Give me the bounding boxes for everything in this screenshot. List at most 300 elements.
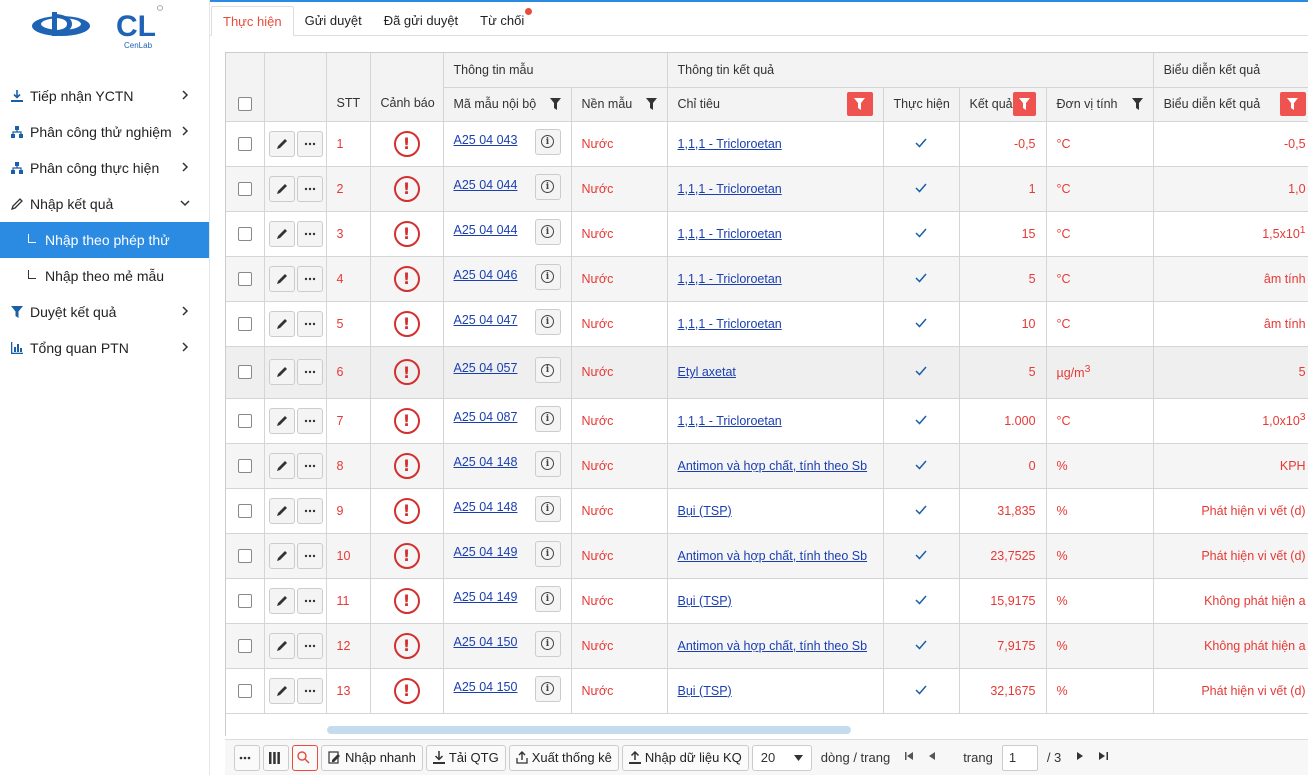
- warning-icon[interactable]: !: [394, 266, 420, 292]
- pencil-icon: [276, 318, 288, 330]
- row-more-button[interactable]: [297, 221, 323, 247]
- filter-icon[interactable]: [550, 98, 561, 110]
- hierarchy-icon: [10, 161, 24, 175]
- sample-code-link[interactable]: A25 04 044: [453, 177, 518, 192]
- tab-gui-duyet[interactable]: Gửi duyệt: [304, 13, 362, 28]
- tab-thuc-hien[interactable]: Thực hiện: [211, 6, 294, 36]
- next-page-button[interactable]: [1070, 752, 1090, 763]
- edit-button[interactable]: [269, 131, 295, 157]
- more-icon: [304, 554, 316, 558]
- row-more-button[interactable]: [297, 543, 323, 569]
- repr-cell: [1153, 623, 1308, 668]
- indicator-link[interactable]: 1,1,1 - Tricloroetan: [677, 181, 782, 196]
- stt-cell: 9: [326, 488, 370, 533]
- matrix-cell: Nước: [571, 211, 667, 256]
- sample-code-link[interactable]: A25 04 150: [453, 679, 518, 694]
- info-icon: i: [541, 547, 554, 560]
- prev-page-button[interactable]: [922, 752, 942, 763]
- sidebar-item-8[interactable]: [0, 330, 209, 366]
- edit-button[interactable]: [269, 311, 295, 337]
- indicator-cell: [667, 623, 883, 668]
- row-actions-cell: [264, 166, 326, 211]
- row-more-button[interactable]: [297, 359, 323, 385]
- filter-active-button[interactable]: [1013, 92, 1036, 116]
- edit-button[interactable]: [269, 498, 295, 524]
- download-qtg-label: Tải QTG: [448, 750, 499, 765]
- edit-button[interactable]: [269, 266, 295, 292]
- edit-button[interactable]: [269, 359, 295, 385]
- repr-cell: [1153, 211, 1308, 256]
- info-button[interactable]: [535, 129, 561, 155]
- horizontal-scrollbar[interactable]: [327, 726, 851, 734]
- more-options-button[interactable]: [234, 745, 260, 771]
- row-checkbox[interactable]: [238, 317, 252, 331]
- repr-text: 1,5x10: [1262, 227, 1300, 242]
- check-icon: [915, 273, 927, 283]
- sample-code-cell: [443, 346, 571, 398]
- indicator-cell: [667, 578, 883, 623]
- sidebar-item-7[interactable]: [0, 294, 209, 330]
- info-button[interactable]: [535, 586, 561, 612]
- more-icon: [304, 599, 316, 603]
- cenlab-logo: [112, 2, 168, 52]
- sample-code-link[interactable]: A25 04 057: [453, 361, 518, 375]
- indicator-link[interactable]: Antimon và hợp chất, tính theo Sb: [677, 638, 868, 653]
- unit-text: %: [1056, 683, 1068, 698]
- tree-branch-icon: [28, 270, 36, 279]
- more-icon: [304, 689, 316, 693]
- repr-cell: [1153, 121, 1308, 166]
- sidebar-item-label: Phân công thực hiện: [30, 160, 160, 176]
- warning-icon[interactable]: !: [394, 678, 420, 704]
- sample-code-link[interactable]: A25 04 043: [453, 132, 518, 147]
- warning-cell: [370, 211, 443, 256]
- unit-cell: [1046, 346, 1153, 398]
- stt-cell: 12: [326, 623, 370, 668]
- table-row: [226, 211, 1308, 256]
- group-result-info: Thông tin kết quả: [667, 53, 1153, 87]
- sample-code-link[interactable]: A25 04 149: [453, 589, 518, 604]
- row-actions-cell: [264, 488, 326, 533]
- check-icon: [915, 138, 927, 148]
- col-indicator-label: Chỉ tiêu: [677, 97, 720, 111]
- col-matrix: [571, 87, 667, 121]
- row-more-button[interactable]: [297, 498, 323, 524]
- download-qtg-button[interactable]: [426, 745, 506, 771]
- sample-code-cell: [443, 668, 571, 713]
- result-cell[interactable]: 15,9175: [959, 578, 1046, 623]
- filter-active-button[interactable]: [1280, 92, 1306, 116]
- info-icon: i: [541, 180, 554, 193]
- page-input[interactable]: 1: [1002, 745, 1038, 771]
- stt-cell: 10: [326, 533, 370, 578]
- sidebar-item-label: Tổng quan PTN: [30, 340, 129, 356]
- col-warning: Cảnh báo: [370, 53, 443, 121]
- info-button[interactable]: [535, 309, 561, 335]
- chevron-right-icon: [179, 125, 191, 137]
- check-icon: [915, 595, 927, 605]
- sample-code-link[interactable]: A25 04 149: [453, 544, 518, 559]
- edit-button[interactable]: [269, 408, 295, 434]
- company-logo: [30, 10, 92, 38]
- unit-cell: [1046, 211, 1153, 256]
- edit-button[interactable]: [269, 588, 295, 614]
- warning-icon[interactable]: !: [394, 498, 420, 524]
- performed-cell: [883, 623, 959, 668]
- warning-icon[interactable]: !: [394, 453, 420, 479]
- row-actions-cell: [264, 578, 326, 623]
- table-row: [226, 346, 1308, 398]
- sample-code-link[interactable]: A25 04 047: [453, 312, 518, 327]
- chevron-right-icon: [179, 341, 191, 353]
- sample-code-link[interactable]: A25 04 046: [453, 267, 518, 282]
- row-more-button[interactable]: [297, 311, 323, 337]
- info-button[interactable]: [535, 406, 561, 432]
- export-stats-button[interactable]: [509, 745, 619, 771]
- filter-active-button[interactable]: [847, 92, 873, 116]
- result-cell[interactable]: -0,5: [959, 121, 1046, 166]
- indicator-link[interactable]: 1,1,1 - Tricloroetan: [677, 413, 782, 428]
- row-checkbox[interactable]: [238, 182, 252, 196]
- warning-cell: [370, 488, 443, 533]
- performed-cell: [883, 533, 959, 578]
- stt-cell: 1: [326, 121, 370, 166]
- result-cell[interactable]: 7,9175: [959, 623, 1046, 668]
- page-size-value: 20: [760, 750, 776, 765]
- row-more-button[interactable]: [297, 408, 323, 434]
- columns-icon: [269, 752, 280, 764]
- sample-code-link[interactable]: A25 04 087: [453, 409, 518, 424]
- performed-cell: [883, 668, 959, 713]
- performed-cell: [883, 256, 959, 301]
- info-button[interactable]: [535, 541, 561, 567]
- performed-cell: [883, 443, 959, 488]
- info-icon: i: [541, 315, 554, 328]
- unit-text: %: [1056, 458, 1068, 473]
- row-checkbox[interactable]: [238, 459, 252, 473]
- row-more-button[interactable]: [297, 266, 323, 292]
- info-button[interactable]: [535, 451, 561, 477]
- indicator-link[interactable]: 1,1,1 - Tricloroetan: [677, 271, 782, 286]
- performed-cell: [883, 211, 959, 256]
- warning-cell: [370, 668, 443, 713]
- more-icon: [304, 322, 316, 326]
- matrix-cell: Nước: [571, 301, 667, 346]
- last-page-icon: [1099, 752, 1108, 760]
- matrix-cell: Nước: [571, 398, 667, 443]
- warning-icon[interactable]: !: [394, 311, 420, 337]
- performed-cell: [883, 121, 959, 166]
- indicator-link[interactable]: 1,1,1 - Tricloroetan: [677, 136, 782, 151]
- row-checkbox[interactable]: [238, 227, 252, 241]
- row-actions-cell: [264, 346, 326, 398]
- unit-cell: [1046, 533, 1153, 578]
- row-more-button[interactable]: [297, 678, 323, 704]
- row-checkbox[interactable]: [238, 414, 252, 428]
- row-select-cell: [226, 578, 264, 623]
- row-checkbox[interactable]: [238, 272, 252, 286]
- pencil-icon: [276, 595, 288, 607]
- results-table: [226, 53, 1308, 714]
- repr-text: Phát hiện vi vết (d): [1201, 503, 1306, 518]
- edit-button[interactable]: [269, 453, 295, 479]
- indicator-cell: [667, 398, 883, 443]
- row-more-button[interactable]: [297, 131, 323, 157]
- col-repr: [1153, 87, 1308, 121]
- warning-icon[interactable]: !: [394, 221, 420, 247]
- sidebar-item-2[interactable]: [0, 114, 209, 150]
- sample-code-cell: [443, 301, 571, 346]
- edit-button[interactable]: [269, 678, 295, 704]
- row-actions-cell: [264, 301, 326, 346]
- indicator-link[interactable]: Etyl axetat: [677, 365, 736, 379]
- warning-icon[interactable]: !: [394, 588, 420, 614]
- sample-code-cell: [443, 533, 571, 578]
- row-more-button[interactable]: [297, 588, 323, 614]
- check-icon: [915, 183, 927, 193]
- unit-cell: [1046, 301, 1153, 346]
- repr-cell: [1153, 668, 1308, 713]
- info-icon: i: [541, 270, 554, 283]
- warning-icon[interactable]: !: [394, 131, 420, 157]
- stt-cell: 8: [326, 443, 370, 488]
- info-icon: i: [541, 412, 554, 425]
- unit-cell: [1046, 668, 1153, 713]
- edit-button[interactable]: [269, 176, 295, 202]
- unit-text: °C: [1056, 316, 1071, 331]
- last-page-button[interactable]: [1093, 752, 1113, 763]
- info-button[interactable]: [535, 676, 561, 702]
- chevron-down-icon: [179, 197, 191, 209]
- result-cell[interactable]: 31,835: [959, 488, 1046, 533]
- info-icon: i: [541, 502, 554, 515]
- warning-icon[interactable]: !: [394, 633, 420, 659]
- import-data-button[interactable]: [622, 745, 749, 771]
- result-cell[interactable]: 23,7525: [959, 533, 1046, 578]
- indicator-link[interactable]: Bụi (TSP): [677, 683, 732, 698]
- row-checkbox[interactable]: [238, 137, 252, 151]
- result-cell[interactable]: 5: [959, 256, 1046, 301]
- bar-chart-icon: [10, 341, 24, 355]
- select-all-checkbox[interactable]: [238, 97, 252, 111]
- col-unit-label: Đơn vị tính: [1056, 97, 1118, 111]
- col-sample-code-label: Mã mẫu nội bộ: [453, 97, 537, 111]
- warning-icon[interactable]: !: [394, 359, 420, 385]
- repr-text: 5: [1298, 365, 1306, 379]
- filter-icon[interactable]: [1132, 98, 1143, 110]
- col-stt: STT: [326, 53, 370, 121]
- row-more-button[interactable]: [297, 633, 323, 659]
- results-grid: [225, 52, 1308, 736]
- row-checkbox[interactable]: [238, 504, 252, 518]
- repr-text: âm tính: [1263, 271, 1306, 286]
- col-result: [959, 87, 1046, 121]
- check-icon: [915, 318, 927, 328]
- group-result-repr: Biểu diễn kết quả: [1153, 53, 1308, 87]
- sample-code-cell: [443, 398, 571, 443]
- sample-code-cell: [443, 166, 571, 211]
- total-pages: / 3: [1046, 750, 1062, 765]
- warning-icon[interactable]: !: [394, 408, 420, 434]
- row-checkbox[interactable]: [238, 549, 252, 563]
- check-icon: [915, 685, 927, 695]
- col-repr-label: Biểu diễn kết quả: [1163, 97, 1261, 111]
- sidebar-item-6[interactable]: [0, 258, 209, 294]
- stt-cell: 7: [326, 398, 370, 443]
- sidebar-item-label: Nhập theo phép thử: [45, 232, 170, 248]
- sidebar-item-1[interactable]: [0, 78, 209, 114]
- result-cell[interactable]: 0: [959, 443, 1046, 488]
- check-icon: [915, 640, 927, 650]
- indicator-link[interactable]: 1,1,1 - Tricloroetan: [677, 226, 782, 241]
- first-page-button[interactable]: [899, 752, 919, 763]
- row-select-cell: [226, 488, 264, 533]
- row-checkbox[interactable]: [238, 684, 252, 698]
- result-cell[interactable]: 1: [959, 166, 1046, 211]
- edit-button[interactable]: [269, 543, 295, 569]
- quick-entry-button[interactable]: [321, 745, 423, 771]
- indicator-cell: [667, 256, 883, 301]
- tab-da-gui-duyet[interactable]: Đã gửi duyệt: [383, 13, 459, 28]
- top-accent-line: [210, 0, 1308, 2]
- result-cell[interactable]: 15: [959, 211, 1046, 256]
- warning-cell: [370, 443, 443, 488]
- row-checkbox[interactable]: [238, 365, 252, 379]
- info-button[interactable]: [535, 264, 561, 290]
- svg-text:CenLab: CenLab: [124, 41, 153, 50]
- performed-cell: [883, 398, 959, 443]
- sample-code-cell: [443, 623, 571, 668]
- warning-icon[interactable]: !: [394, 543, 420, 569]
- unit-cell: [1046, 166, 1153, 211]
- repr-cell: [1153, 301, 1308, 346]
- row-actions-cell: [264, 211, 326, 256]
- repr-text: âm tính: [1263, 316, 1306, 331]
- chevron-down-icon: [794, 755, 803, 761]
- page-label: trang: [963, 750, 993, 765]
- sample-code-link[interactable]: A25 04 148: [453, 454, 518, 469]
- columns-button[interactable]: [263, 745, 289, 771]
- page-size-select[interactable]: [752, 745, 812, 771]
- result-cell[interactable]: 32,1675: [959, 668, 1046, 713]
- pencil-icon: [276, 685, 288, 697]
- indicator-cell: [667, 443, 883, 488]
- info-button[interactable]: [535, 631, 561, 657]
- pencil-icon: [10, 197, 24, 211]
- filter-icon: [1019, 98, 1030, 110]
- table-row: [226, 488, 1308, 533]
- unit-text: µg/m: [1056, 366, 1085, 381]
- tab-bar: [210, 6, 1308, 36]
- indicator-link[interactable]: Antimon và hợp chất, tính theo Sb: [677, 458, 868, 473]
- warning-cell: [370, 166, 443, 211]
- row-select-cell: [226, 166, 264, 211]
- info-button[interactable]: [535, 496, 561, 522]
- warning-icon[interactable]: !: [394, 176, 420, 202]
- indicator-cell: [667, 166, 883, 211]
- row-actions-cell: [264, 623, 326, 668]
- unit-cell: [1046, 256, 1153, 301]
- row-checkbox[interactable]: [238, 594, 252, 608]
- unit-cell: [1046, 578, 1153, 623]
- first-page-icon: [905, 752, 914, 760]
- col-indicator: [667, 87, 883, 121]
- row-select-cell: [226, 256, 264, 301]
- more-icon: [239, 756, 251, 760]
- unit-text: %: [1056, 548, 1068, 563]
- unit-cell: [1046, 121, 1153, 166]
- matrix-cell: Nước: [571, 668, 667, 713]
- upload-icon: [629, 751, 641, 764]
- indicator-link[interactable]: Antimon và hợp chất, tính theo Sb: [677, 548, 868, 563]
- unit-cell: [1046, 443, 1153, 488]
- sample-code-link[interactable]: A25 04 044: [453, 222, 518, 237]
- tab-tu-choi-label: Từ chối: [480, 13, 525, 28]
- notification-dot: [525, 8, 532, 15]
- info-icon: i: [541, 682, 554, 695]
- row-select-cell: [226, 533, 264, 578]
- result-cell[interactable]: 1.000: [959, 398, 1046, 443]
- sidebar: [0, 0, 210, 775]
- col-unit: [1046, 87, 1153, 121]
- unit-text: %: [1056, 503, 1068, 518]
- sample-code-cell: [443, 256, 571, 301]
- row-more-button[interactable]: [297, 453, 323, 479]
- info-button[interactable]: [535, 174, 561, 200]
- result-cell[interactable]: 10: [959, 301, 1046, 346]
- repr-superscript: 3: [1299, 412, 1306, 424]
- warning-cell: [370, 533, 443, 578]
- info-button[interactable]: [535, 357, 561, 383]
- row-select-cell: [226, 121, 264, 166]
- performed-cell: [883, 301, 959, 346]
- edit-button[interactable]: [269, 633, 295, 659]
- sidebar-item-label: Nhập kết quả: [30, 196, 114, 212]
- indicator-link[interactable]: Bụi (TSP): [677, 593, 732, 608]
- edit-button[interactable]: [269, 221, 295, 247]
- table-row: [226, 578, 1308, 623]
- sidebar-item-4[interactable]: [0, 186, 209, 222]
- pencil-icon: [276, 138, 288, 150]
- filter-icon[interactable]: [646, 98, 657, 110]
- sidebar-item-label: Tiếp nhận YCTN: [30, 88, 134, 104]
- matrix-cell: Nước: [571, 256, 667, 301]
- pencil-icon: [276, 183, 288, 195]
- tree-branch-icon: [28, 234, 36, 243]
- row-checkbox[interactable]: [238, 639, 252, 653]
- performed-cell: [883, 488, 959, 533]
- result-cell[interactable]: 5: [959, 346, 1046, 398]
- performed-cell: [883, 578, 959, 623]
- indicator-link[interactable]: Bụi (TSP): [677, 503, 732, 518]
- tab-tu-choi[interactable]: [469, 6, 535, 36]
- sample-code-link[interactable]: A25 04 150: [453, 634, 518, 649]
- info-button[interactable]: [535, 219, 561, 245]
- stt-cell: 3: [326, 211, 370, 256]
- filter-icon: [1287, 98, 1298, 110]
- indicator-link[interactable]: 1,1,1 - Tricloroetan: [677, 316, 782, 331]
- chevron-right-icon: [179, 305, 191, 317]
- sample-code-link[interactable]: A25 04 148: [453, 499, 518, 514]
- matrix-cell: Nước: [571, 121, 667, 166]
- stt-cell: 5: [326, 301, 370, 346]
- sidebar-item-5[interactable]: [0, 222, 209, 258]
- sidebar-item-3[interactable]: [0, 150, 209, 186]
- row-more-button[interactable]: [297, 176, 323, 202]
- search-button[interactable]: [292, 745, 318, 771]
- more-icon: [304, 142, 316, 146]
- unit-cell: [1046, 623, 1153, 668]
